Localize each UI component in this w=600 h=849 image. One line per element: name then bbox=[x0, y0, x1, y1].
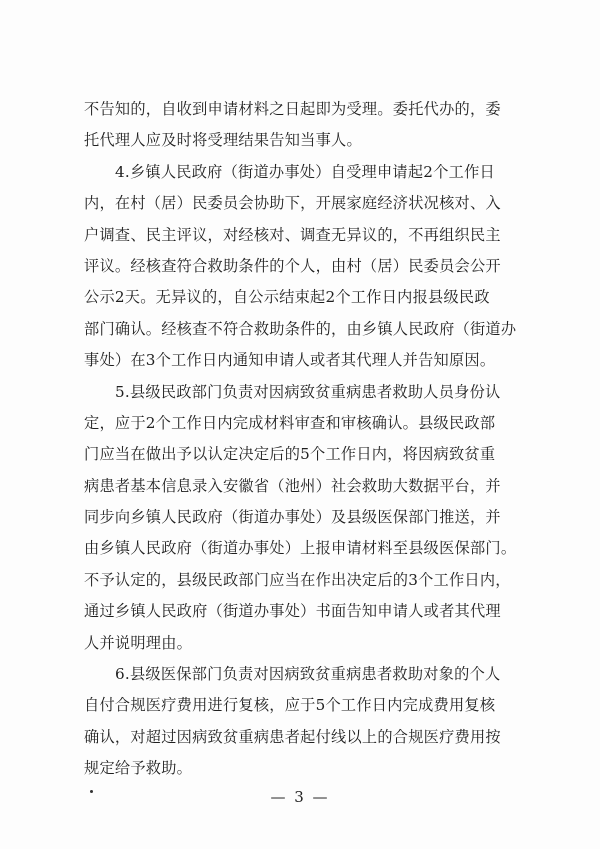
paragraph-line: 5.县级民政部门负责对因病致贫重病患者救助人员身份认 bbox=[115, 382, 501, 401]
paragraph-line: 确认，对超过因病致贫重病患者起付线以上的合规医疗费用按 bbox=[84, 727, 501, 746]
paragraph-line: 事处）在3个工作日内通知申请人或者其代理人并告知原因。 bbox=[84, 351, 496, 370]
paragraph-line: 公示2天。无异议的，自公示结束起2个工作日内报县级民政 bbox=[84, 288, 490, 307]
paragraph-line: 托代理人应及时将受理结果告知当事人。 bbox=[84, 131, 362, 150]
paragraph-line: 自付合规医疗费用进行复核，应于5个工作日内完成费用复核 bbox=[84, 696, 496, 715]
paragraph-line: 部门确认。经核查不符合救助条件的，由乡镇人民政府（街道办 bbox=[84, 319, 517, 338]
paragraph-line: 规定给予救助。 bbox=[84, 759, 193, 778]
paragraph-line: 评议。经核查符合救助条件的个人，由村（居）民委员会公开 bbox=[84, 256, 501, 275]
paragraph-line: 不告知的，自收到申请材料之日起即为受理。委托代办的，委 bbox=[84, 100, 501, 118]
paragraph-line: 内，在村（居）民委员会协助下，开展家庭经济状况核对、入 bbox=[84, 194, 501, 213]
paragraph-line: 由乡镇人民政府（街道办事处）上报申请材料至县级医保部门。 bbox=[84, 539, 517, 558]
paragraph-line: 门应当在做出予以认定决定后的5个工作日内，将因病致贫重 bbox=[84, 445, 496, 464]
paragraph-line: 人并说明理由。 bbox=[84, 633, 193, 652]
paragraph-line: 同步向乡镇人民政府（街道办事处）及县级医保部门推送，并 bbox=[84, 508, 501, 527]
paragraph-line: 定，应于2个工作日内完成材料审查和审核确认。县级民政部 bbox=[84, 413, 496, 432]
paragraph-line: 户调查、民主评议，对经核对、调查无异议的，不再组织民主 bbox=[84, 225, 501, 244]
paragraph-line: 6.县级医保部门负责对因病致贫重病患者救助对象的个人 bbox=[115, 665, 501, 684]
paragraph-line: 通过乡镇人民政府（街道办事处）书面告知申请人或者其代理 bbox=[84, 602, 501, 621]
paragraph-line: 病患者基本信息录入安徽省（池州）社会救助大数据平台，并 bbox=[84, 476, 501, 495]
paragraph-line: 不予认定的，县级民政部门应当在作出决定后的3个工作日内， bbox=[84, 570, 511, 589]
paragraph-line: 4.乡镇人民政府（街道办事处）自受理申请起2个工作日 bbox=[115, 162, 495, 181]
page-number: — 3 — bbox=[270, 788, 330, 806]
document-body bbox=[84, 94, 520, 785]
